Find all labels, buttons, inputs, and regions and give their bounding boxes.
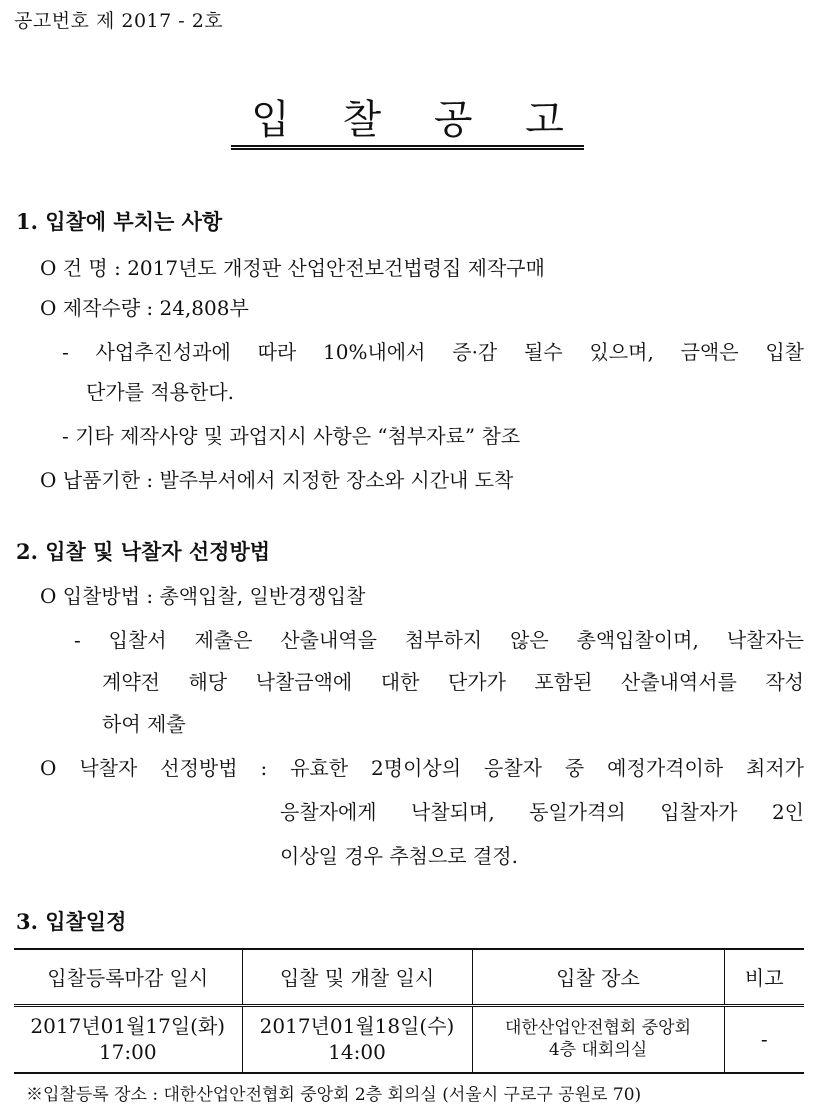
bid-method-line: O 입찰방법 : 총액입찰, 일반경쟁입찰 — [40, 584, 366, 608]
bid-method-note-3: 하여 제출 — [102, 712, 186, 736]
place-line-1: 대한산업안전협회 중앙회 — [504, 1018, 692, 1039]
opening-time: 14:00 — [328, 1040, 386, 1065]
registration-deadline-cell — [14, 1005, 242, 1073]
spec-note-line: - 기타 제작사양 및 과업지시 사항은 “첨부자료” 참조 — [62, 424, 521, 448]
registration-date: 2017년01월17일(화) — [30, 1014, 226, 1039]
bid-place-cell — [472, 1005, 724, 1073]
item-name-line: O 건 명 : 2017년도 개정판 산업안전보건법령집 제작구매 — [40, 256, 545, 280]
header-registration-deadline: 입찰등록마감 일시 — [47, 966, 209, 991]
selection-method-line-3: 이상일 경우 추첨으로 결정. — [280, 844, 518, 868]
quantity-note-line-2: 단가를 적용한다. — [86, 380, 234, 404]
document-title: 입 찰 공 고 — [231, 97, 584, 150]
schedule-header-row — [14, 949, 804, 1005]
delivery-line: O 납품기한 : 발주부서에서 지정한 장소와 시간내 도착 — [40, 468, 514, 492]
opening-date: 2017년01월18일(수) — [259, 1014, 455, 1039]
schedule-row — [14, 1005, 804, 1073]
registration-place-footnote: ※입찰등록 장소 : 대한산업안전협회 중앙회 2층 회의실 (서울시 구로구 공원로 70) — [26, 1085, 642, 1105]
document-title-wrap — [0, 88, 815, 145]
notice-number: 공고번호 제 2017 - 2호 — [14, 10, 224, 32]
bid-method-note-1: - 입찰서 제출은 산출내역을 첨부하지 않은 총액입찰이며, 낙찰자는 — [74, 628, 804, 652]
header-bid-place: 입찰 장소 — [472, 949, 724, 1005]
place-line-2: 4층 대회의실 — [548, 1040, 648, 1061]
selection-method-line-1: O 낙찰자 선정방법 : 유효한 2명이상의 응찰자 중 예정가격이하 최저가 — [40, 756, 804, 780]
section-3-title: 3. 입찰일정 — [16, 909, 127, 934]
bid-opening-cell — [242, 1005, 472, 1073]
quantity-line: O 제작수량 : 24,808부 — [40, 296, 249, 320]
registration-time: 17:00 — [98, 1040, 157, 1065]
schedule-table — [14, 948, 804, 1074]
section-1-title: 1. 입찰에 부치는 사항 — [16, 209, 223, 234]
selection-method-line-2: 응찰자에게 낙찰되며, 동일가격의 입찰자가 2인 — [280, 800, 804, 824]
section-2-title: 2. 입찰 및 낙찰자 선정방법 — [16, 539, 271, 564]
header-bid-opening: 입찰 및 개찰 일시 — [242, 949, 472, 1005]
bid-method-note-2: 계약전 해당 낙찰금액에 대한 단가가 포함된 산출내역서를 작성 — [102, 670, 804, 694]
quantity-note-line-1: - 사업추진성과에 따라 10%내에서 증·감 될수 있으며, 금액은 입찰 — [62, 340, 804, 364]
header-remarks: 비고 — [724, 949, 804, 1005]
remarks-cell: - — [724, 1005, 804, 1073]
